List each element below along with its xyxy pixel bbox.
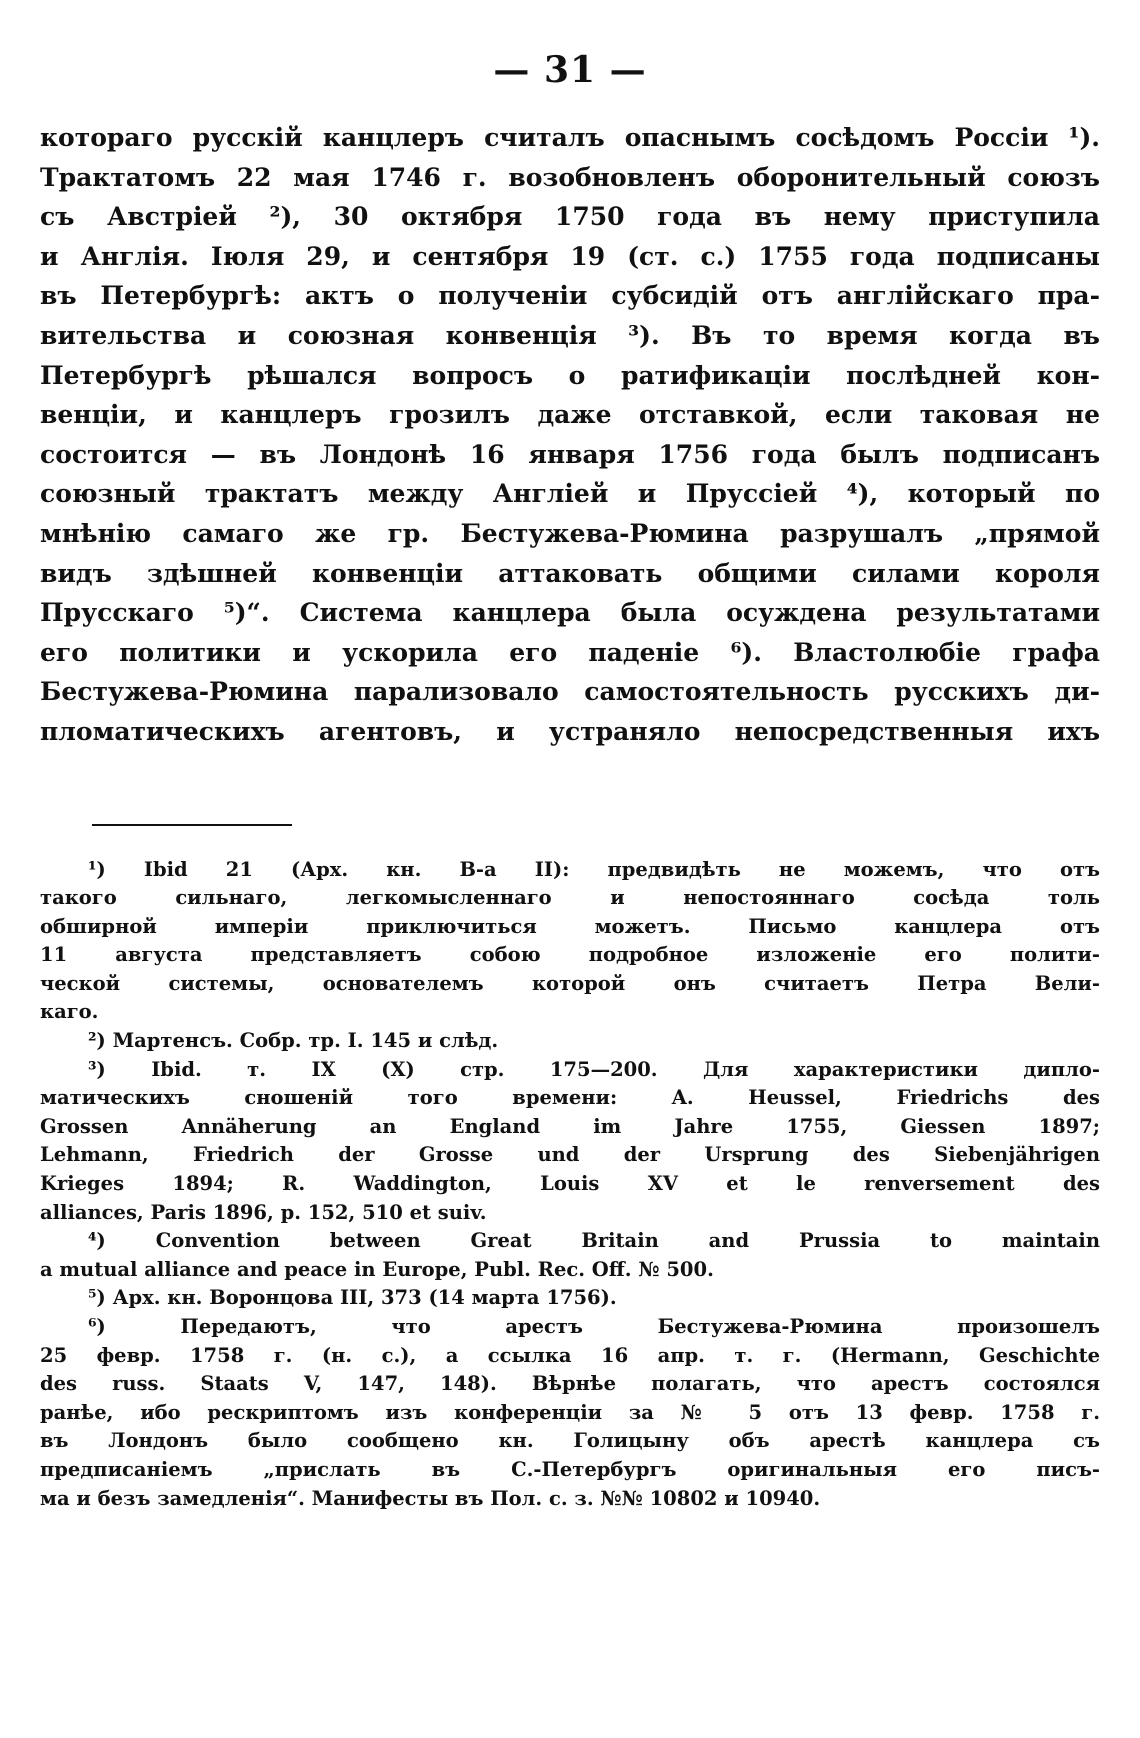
footnote-text: Ibid. т. IX (X) стр. 175—200. Для характеристики дипло- [151, 1057, 1100, 1081]
book-page [40, 48, 1100, 1708]
footnote-line: ранѣе, ибо рескриптомъ изъ конференціи за № 5 отъ 13 февр. 1758 г. [40, 1400, 1100, 1424]
footnote-line: alliances, Paris 1896, p. 152, 510 et suiv. [40, 1200, 487, 1224]
main-line: мнѣнію самаго же гр. Бестужева-Рюмина разрушалъ „прямой [40, 518, 1100, 548]
footnote-line: ческой системы, основателемъ которой онъ считаетъ Петра Вели- [40, 971, 1100, 995]
footnote-5 [40, 1284, 1100, 1313]
footnote-mark: ²) [88, 1029, 106, 1053]
footnote-text: Передаютъ, что арестъ Бестужева-Рюмина произошелъ [180, 1315, 1100, 1338]
footnote-line [40, 856, 1100, 885]
main-line: пломатическихъ агентовъ, и устраняло непосредственныя ихъ [40, 716, 1100, 746]
main-line: съ Австріей ²), 30 октября 1750 года въ нему приступила [40, 202, 1100, 232]
main-line: Петербургѣ рѣшался вопросъ о ратификаціи послѣдней кон- [40, 360, 1100, 390]
footnote-2 [40, 1027, 1100, 1056]
main-line: Трактатомъ 22 мая 1746 г. возобновленъ оборонительный союзъ [40, 162, 1100, 192]
footnote-text: Арх. кн. Воронцова III, 373 (14 марта 1756). [112, 1286, 617, 1310]
main-line: его политики и ускорила его паденіе ⁶). Властолюбіе графа [40, 637, 1100, 667]
footnote-mark: ⁶) [88, 1315, 106, 1338]
footnote-line: 11 августа представляетъ собою подробное изложеніе его полити- [40, 943, 1100, 967]
footnote-mark: ³) [88, 1057, 106, 1081]
main-line: вительства и союзная конвенція ³). Въ то время когда въ [40, 320, 1100, 350]
footnote-4 [40, 1227, 1100, 1284]
footnote-line: a mutual alliance and peace in Europe, Publ. Rec. Off. № 500. [40, 1257, 714, 1281]
footnote-line [40, 1056, 1100, 1085]
page-number: — 31 — [493, 49, 647, 91]
footnote-line: предписаніемъ „прислать въ С.-Петербургъ оригинальныя его писъ- [40, 1457, 1100, 1481]
footnote-line: матическихъ сношеній того времени: A. Heussel, Friedrichs des [40, 1086, 1100, 1110]
footnote-3 [40, 1056, 1100, 1228]
footnote-line: Grossen Annäherung an England im Jahre 1755, Giessen 1897; [40, 1114, 1100, 1138]
footnote-6 [40, 1313, 1100, 1513]
footnote-line [40, 1027, 1100, 1056]
footnote-text: Мартенсъ. Собр. тр. I. 145 и слѣд. [112, 1029, 499, 1053]
footnote-text: Convention between Great Britain and Prussia to maintain [155, 1229, 1100, 1253]
main-line: въ Петербургѣ: актъ о полученіи субсидій отъ англійскаго пра- [40, 281, 1100, 311]
footnote-1 [40, 856, 1100, 1028]
footnote-line: такого сильнаго, легкомысленнаго и непостояннаго сосѣда толь [40, 886, 1100, 910]
footnote-line [40, 1313, 1100, 1342]
main-line: Бестужева-Рюмина парализовало самостоятельность русскихъ ди- [40, 677, 1100, 707]
footnote-line: des russ. Staats V, 147, 148). Вѣрнѣе полагать, что арестъ состоялся [40, 1372, 1100, 1396]
main-line: венціи, и канцлеръ грозилъ даже отставкой, если таковая не [40, 400, 1100, 430]
main-line: видъ здѣшней конвенціи аттаковать общими силами короля [40, 558, 1100, 588]
footnote-text: Ibid 21 (Арх. кн. В-а II): предвидѣть не можемъ, что отъ [143, 857, 1100, 881]
main-line: состоится — въ Лондонѣ 16 января 1756 года былъ подписанъ [40, 439, 1100, 469]
footnote-mark: ¹) [88, 857, 106, 881]
footnote-line: въ Лондонъ было сообщено кн. Голицыну объ арестѣ канцлера съ [40, 1429, 1100, 1453]
footnote-line [40, 1284, 1100, 1313]
footnote-line [40, 1227, 1100, 1256]
main-text [40, 118, 1100, 752]
footnote-line: 25 февр. 1758 г. (н. с.), а ссылка 16 апр. т. г. (Hermann, Geschichte [40, 1343, 1100, 1367]
main-line: и Англія. Іюля 29, и сентября 19 (ст. с.) 1755 года подписаны [40, 241, 1100, 271]
footnote-line: ма и безъ замедленія“. Манифесты въ Пол. с. з. №№ 10802 и 10940. [40, 1486, 821, 1510]
main-line: котораго русскій канцлеръ считалъ опаснымъ сосѣдомъ Россіи ¹). [40, 123, 1100, 152]
footnote-separator [92, 824, 292, 826]
main-line: Прусскаго ⁵)“. Система канцлера была осуждена результатами [40, 598, 1100, 628]
footnote-line: Lehmann, Friedrich der Grosse und der Ursprung des Siebenjährigen [40, 1143, 1100, 1167]
footnote-line: обширной имперіи приключиться можетъ. Письмо канцлера отъ [40, 914, 1100, 938]
footnotes [40, 856, 1100, 1514]
footnote-line: каго. [40, 1000, 99, 1024]
footnote-mark: ⁵) [88, 1286, 106, 1310]
footnote-line: Krieges 1894; R. Waddington, Louis XV et le renversement des [40, 1172, 1100, 1196]
footnote-mark: ⁴) [88, 1229, 106, 1253]
main-line: союзный трактатъ между Англіей и Пруссіей ⁴), который по [40, 479, 1100, 509]
